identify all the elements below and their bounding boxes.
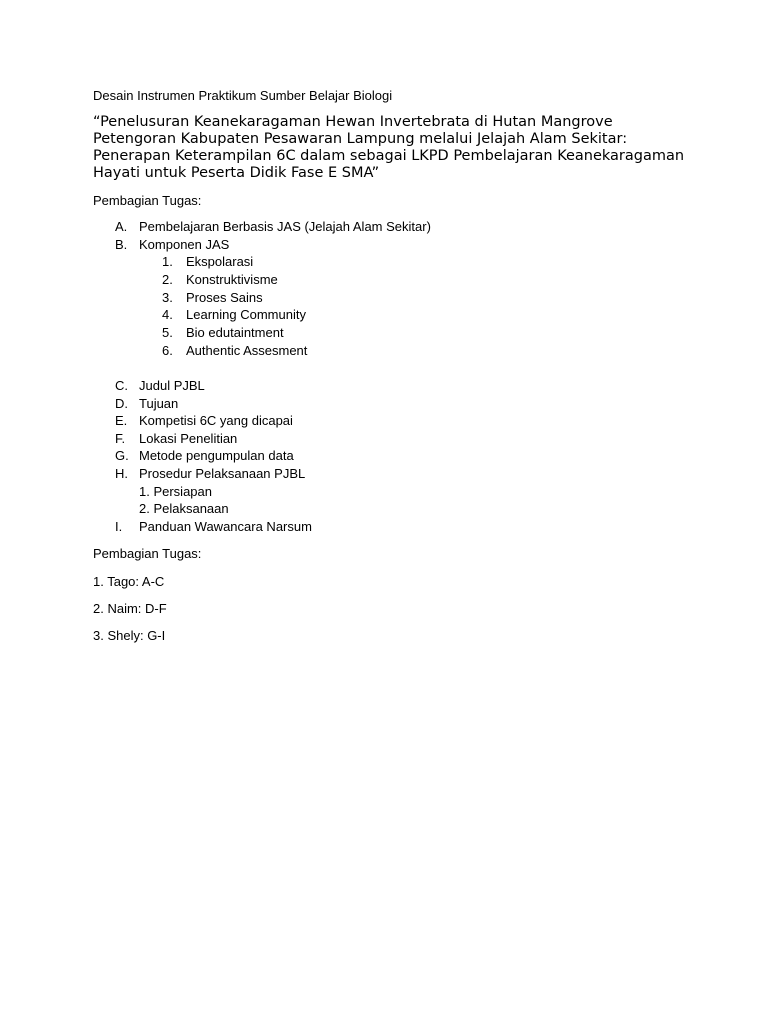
list-item: Panduan Wawancara Narsum: [139, 519, 312, 534]
section-label: Pembagian Tugas:: [93, 193, 202, 208]
list-item: Prosedur Pelaksanaan PJBL: [139, 466, 306, 481]
list-marker: B.: [115, 237, 128, 252]
list-item: Pembelajaran Berbasis JAS (Jelajah Alam Sekitar): [139, 219, 431, 234]
document-heading: Desain Instrumen Praktikum Sumber Belajar Biologi: [93, 88, 393, 103]
list-marker: A.: [115, 219, 128, 234]
list-marker: C.: [115, 378, 128, 393]
title-line: Penerapan Keterampilan 6C dalam sebagai LKPD Pembelajaran Keanekaragaman: [93, 148, 685, 164]
sublist-item: Learning Community: [186, 307, 306, 322]
list-marker: I.: [115, 519, 123, 534]
assignment-item: 2. Naim: D-F: [93, 601, 167, 616]
sublist-marker: 1.: [162, 254, 173, 269]
sublist-marker: 2.: [162, 272, 173, 287]
document-title: [93, 114, 713, 182]
list-item: Judul PJBL: [139, 378, 205, 393]
sublist-marker: 4.: [162, 307, 173, 322]
title-line: Hayati untuk Peserta Didik Fase E SMA”: [93, 165, 380, 181]
sublist-item: Authentic Assesment: [186, 343, 308, 358]
procedure-step: 2. Pelaksanaan: [139, 501, 229, 516]
sublist-item: Konstruktivisme: [186, 272, 278, 287]
assignment-item: 1. Tago: A-C: [93, 574, 165, 589]
list-marker: E.: [115, 413, 128, 428]
list-marker: F.: [115, 431, 126, 446]
list-marker: H.: [115, 466, 128, 481]
list-item: Metode pengumpulan data: [139, 448, 294, 463]
sublist-marker: 6.: [162, 343, 173, 358]
sublist-item: Proses Sains: [186, 290, 263, 305]
title-line: “Penelusuran Keanekaragaman Hewan Invertebrata di Hutan Mangrove: [93, 114, 613, 130]
list-marker: D.: [115, 396, 128, 411]
section-label: Pembagian Tugas:: [93, 546, 202, 561]
list-item: Kompetisi 6C yang dicapai: [139, 413, 293, 428]
list-marker: G.: [115, 448, 129, 463]
sublist-item: Bio edutaintment: [186, 325, 284, 340]
list-item: Tujuan: [139, 396, 179, 411]
assignment-item: 3. Shely: G-I: [93, 628, 166, 643]
title-line: Petengoran Kabupaten Pesawaran Lampung melalui Jelajah Alam Sekitar:: [93, 131, 628, 147]
sublist-marker: 5.: [162, 325, 173, 340]
list-item: Komponen JAS: [139, 237, 230, 252]
sublist-item: Ekspolarasi: [186, 254, 254, 269]
list-item: Lokasi Penelitian: [139, 431, 238, 446]
sublist-marker: 3.: [162, 290, 173, 305]
procedure-step: 1. Persiapan: [139, 484, 212, 499]
